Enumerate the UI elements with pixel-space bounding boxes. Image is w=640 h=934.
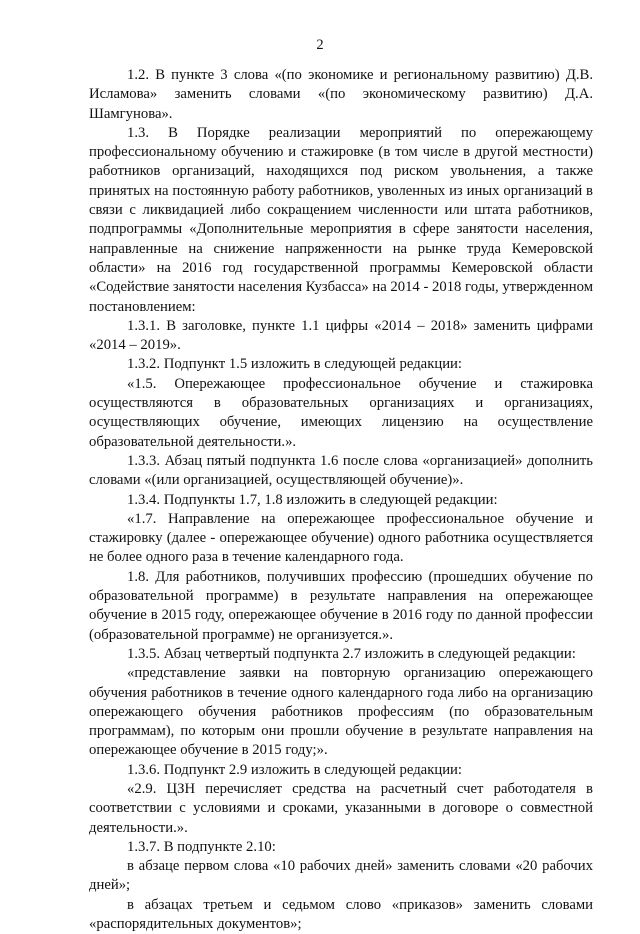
paragraph-1-3-4: 1.3.4. Подпункты 1.7, 1.8 изложить в следующей редакции: <box>127 491 498 508</box>
paragraph-abzac-third-seventh: в абзацах третьем и седьмом слово «приказов» заменить словами «распорядительных документов»; <box>89 896 593 933</box>
paragraph-quote-2-9: «2.9. ЦЗН перечисляет средства на расчетный счет работодателя в соответствии с условиями и сроками, указанными в договоре о совместной деятельности.». <box>89 780 593 836</box>
paragraph-1-3-3: 1.3.3. Абзац пятый подпункта 1.6 после слова «организацией» дополнить словами «(или организацией, осуществляющей обучение)». <box>89 452 593 489</box>
paragraph-1-3-7: 1.3.7. В подпункте 2.10: <box>127 838 276 855</box>
paragraph-1-3: 1.3. В Порядке реализации мероприятий по опережающему профессиональному обучению и стажировке (в том числе в другой местности) работников организаций, находящихся под риском увольнения, а также принятых на постоянную работу работников, уволенных из иных организаций в связи с ликвидацией либо сокращением численности или штата работников, подпрограммы «Дополнительные мероприятия в сфере занятости населения, направленные на снижение напряженности на рынке труда Кемеровской области» на 2016 год государственной программы Кемеровской области «Содействие занятости населения Кузбасса» на 2014 - 2018 годы, утвержденном постановлением: <box>89 124 594 315</box>
paragraph-quote-1-8: 1.8. Для работников, получивших профессию (прошедших обучение по образовательной программе) в результате направления на опережающее обучение в 2015 году, опережающее обучение в 2016 году по данной профессии (образовательной программе) не организуется.». <box>89 568 593 643</box>
document-body <box>89 66 593 934</box>
page-number: 2 <box>316 37 324 53</box>
paragraph-quote-1-5: «1.5. Опережающее профессиональное обучение и стажировка осуществляются в образовательных организациях и организациях, осуществляющих обучение, имеющих лицензию на осуществление образовательной деятельности.». <box>89 375 593 450</box>
paragraph-abzac-first: в абзаце первом слова «10 рабочих дней» заменить словами «20 рабочих дней»; <box>89 858 593 894</box>
paragraph-1-3-2: 1.3.2. Подпункт 1.5 изложить в следующей редакции: <box>127 356 463 373</box>
paragraph-1-2: 1.2. В пункте 3 слова «(по экономике и региональному развитию) Д.В. Исламова» заменить словами «(по экономическому развитию) Д.А. Шамгунова». <box>89 67 593 122</box>
paragraph-quote-2-7: «представление заявки на повторную организацию опережающего обучения работников в течение одного календарного года либо на организацию опережающего обучения работников профессиям (по образовательным программам), по которым они прошли обучение в результате направления на опережающее обучение в 2015 году;». <box>89 665 593 759</box>
paragraph-quote-1-7: «1.7. Направление на опережающее профессиональное обучение и стажировку (далее - опережающее обучение) одного работника осуществляется не более одного раза в течение календарного года. <box>89 510 593 566</box>
paragraph-1-3-1: 1.3.1. В заголовке, пункте 1.1 цифры «2014 – 2018» заменить цифрами «2014 – 2019». <box>89 317 593 354</box>
paragraph-1-3-6: 1.3.6. Подпункт 2.9 изложить в следующей редакции: <box>127 761 463 778</box>
paragraph-1-3-5: 1.3.5. Абзац четвертый подпункта 2.7 изложить в следующей редакции: <box>127 645 576 662</box>
